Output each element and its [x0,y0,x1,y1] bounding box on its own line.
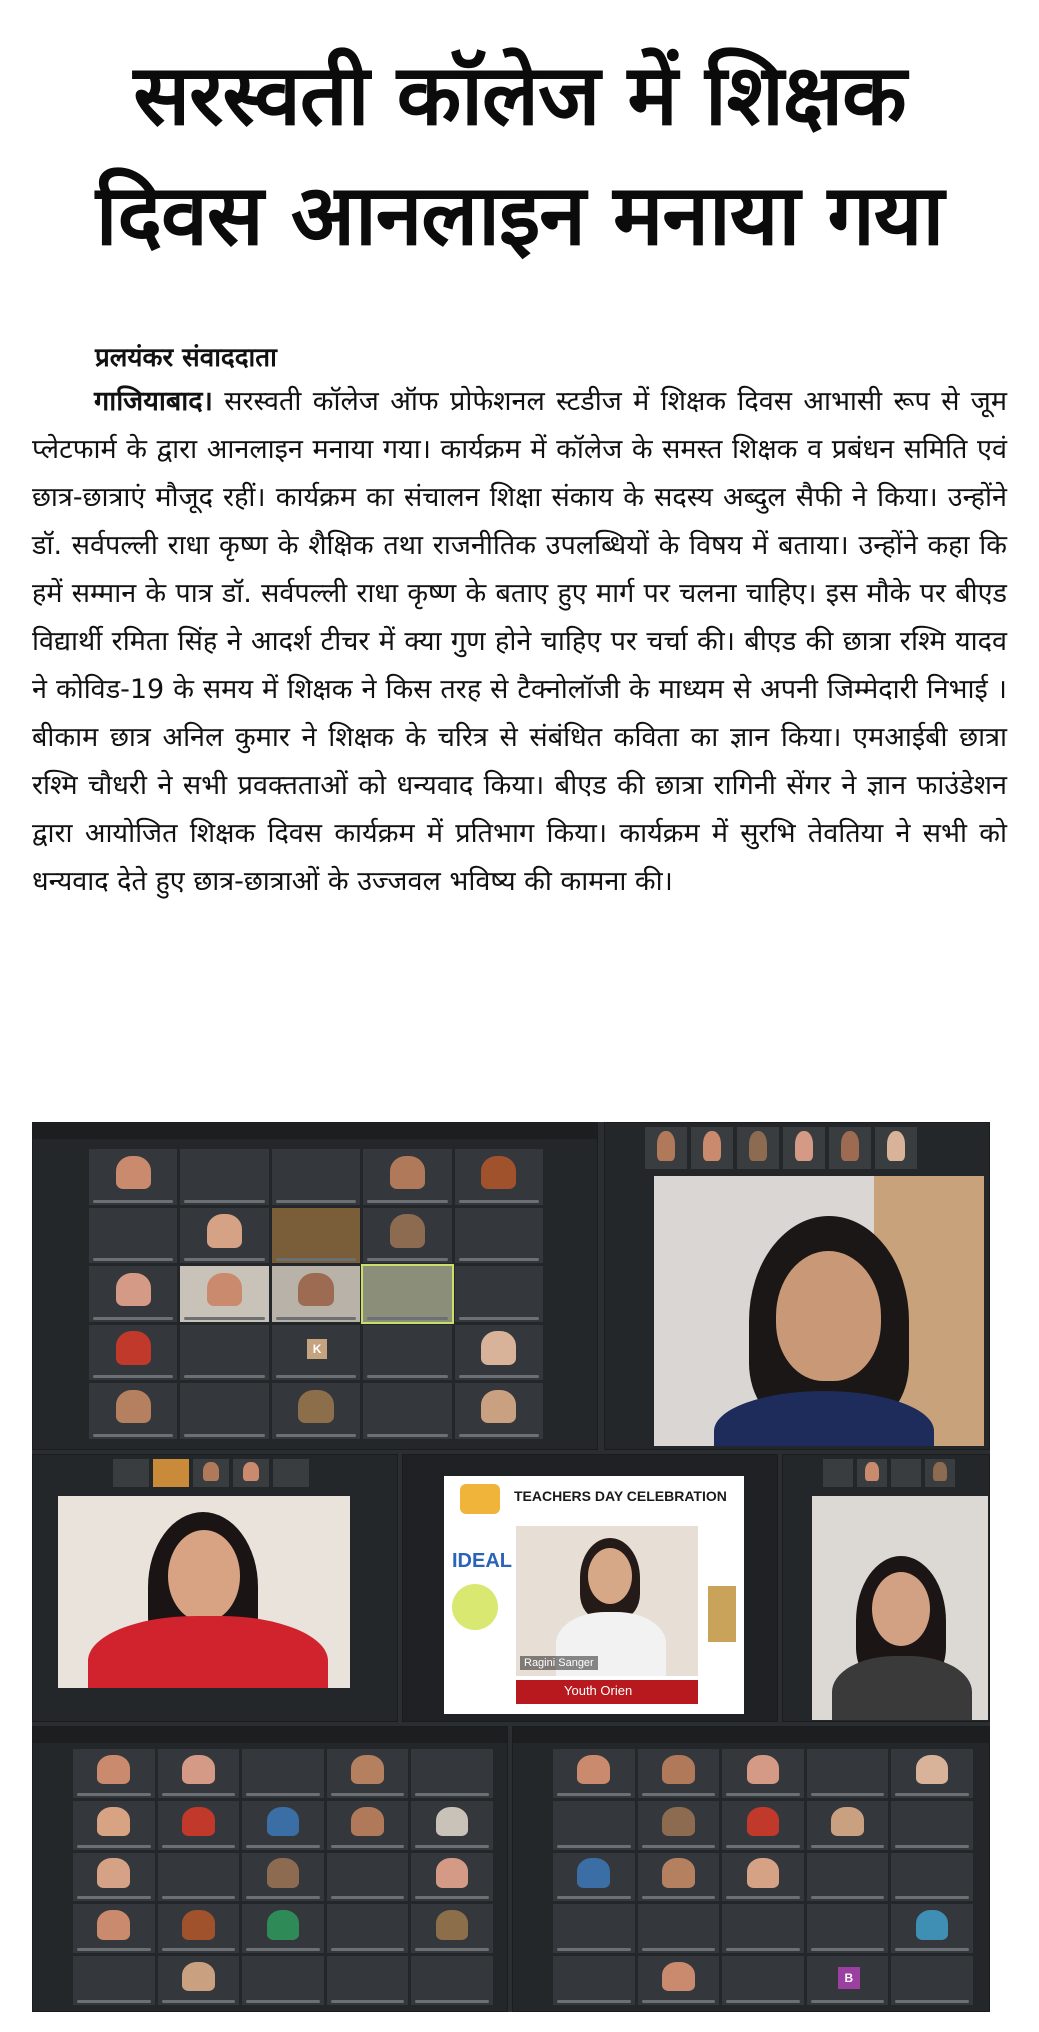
event-logo [460,1484,500,1514]
participant-tile [272,1149,360,1205]
participant-tile [411,1853,493,1902]
participant-thumbnail [737,1127,779,1169]
byline: प्रलयंकर संवाददाता [95,343,277,373]
participant-tile [327,1853,409,1902]
participant-tile [89,1383,177,1439]
participant-tile [722,1904,804,1953]
participant-tile [722,1801,804,1850]
participant-tile [242,1853,324,1902]
participant-tile [158,1904,240,1953]
participant-tile [807,1853,889,1902]
participant-tile [73,1853,155,1902]
participant-thumbnail [113,1459,149,1487]
participant-tile [242,1749,324,1798]
participant-tile [242,1956,324,2005]
participant-tile [363,1325,451,1381]
participant-tile [327,1956,409,2005]
participant-grid [553,1749,973,2005]
participant-tile [89,1149,177,1205]
participant-thumbnail [645,1127,687,1169]
participant-thumbnail [691,1127,733,1169]
participant-tile [722,1749,804,1798]
participant-tile [89,1208,177,1264]
thumbnail-strip [645,1127,917,1169]
participant-tile [272,1325,360,1381]
participant-thumbnail [233,1459,269,1487]
participant-thumbnail [823,1459,853,1487]
participant-thumbnail [783,1127,825,1169]
participant-tile [363,1208,451,1264]
participant-tile [891,1853,973,1902]
participant-tile [638,1904,720,1953]
participant-tile [891,1749,973,1798]
participant-grid [73,1749,493,2005]
zoom-window-toolbar [33,1727,507,1743]
speaker-name-label: Ragini Sanger [520,1656,598,1670]
participant-tile [158,1956,240,2005]
participant-tile [242,1801,324,1850]
participant-tile [722,1956,804,2005]
participant-tile [891,1956,973,2005]
participant-thumbnail [857,1459,887,1487]
participant-tile [180,1325,268,1381]
participant-tile [158,1853,240,1902]
headline-line-1: सरस्वती कॉलेज में शिक्षक [133,46,906,144]
gallery-panel-bottom-right [512,1726,990,2012]
participant-tile [891,1801,973,1850]
participant-tile [327,1749,409,1798]
participant-tile [242,1904,324,1953]
ideal-logo: IDEAL [452,1550,512,1572]
participant-tile [411,1904,493,1953]
gallery-panel-bottom-left [32,1726,508,2012]
participant-tile [73,1749,155,1798]
initial-avatar: B [838,1967,860,1989]
participant-tile [455,1149,543,1205]
slide-side-image [708,1586,736,1642]
participant-tile [455,1325,543,1381]
thumbnail-strip [113,1459,309,1487]
participant-tile [807,1956,889,2005]
thumbnail-strip [823,1459,955,1487]
participant-tile [327,1904,409,1953]
zoom-screenshot-collage [32,1122,990,2012]
participant-tile [807,1904,889,1953]
participant-thumbnail [875,1127,917,1169]
article-body [32,378,1007,906]
participant-tile [73,1956,155,2005]
participant-tile [553,1801,635,1850]
participant-tile [180,1149,268,1205]
participant-tile [272,1266,360,1322]
slide-speaker-video [516,1526,698,1676]
participant-tile [807,1801,889,1850]
participant-thumbnail [891,1459,921,1487]
participant-thumbnail [193,1459,229,1487]
headline-line-2: दिवस आनलाइन मनाया गया [95,166,944,264]
participant-thumbnail [829,1127,871,1169]
speaker-video-woman-red [58,1496,350,1688]
dateline: गाजियाबाद। [94,386,213,417]
slide-title: TEACHERS DAY CELEBRATION [514,1488,727,1504]
participant-tile [180,1383,268,1439]
participant-tile [638,1749,720,1798]
slide-banner-text: Youth Orien [564,1683,633,1698]
article-text: सरस्वती कॉलेज ऑफ प्रोफेशनल स्टडीज में शिक्षक दिवस आभासी रूप से जूम प्लेटफार्म के द्वारा आनलाइन मनाया गया। कार्यक्रम में कॉलेज के समस्त शिक्षक व प्रबंधन समिति एवं छात्र-छात्राएं मौजूद रहीं। कार्यक्रम का संचालन शिक्षा संकाय के सदस्य अब्दुल सैफी ने किया। उन्होंने डॉ. सर्वपल्ली राधा कृष्ण के शैक्षिक तथा राजनीतिक उपलब्धियों के विषय में बताया। उन्होंने कहा कि हमें सम्मान के पात्र डॉ. सर्वपल्ली राधा कृष्ण के बताए हुए मार्ग पर चलना चाहिए। इस मौके पर बीएड विद्यार्थी रमिता सिंह ने आदर्श टीचर में क्या गुण होने चाहिए पर चर्चा की। बीएड की छात्रा रश्मि यादव ने कोविड-19 के समय में शिक्षक ने किस तरह से टैक्नोलॉजी के माध्यम से अपनी जिम्मेदारी निभाई । बीकाम छात्र अनिल कुमार ने शिक्षक के चरित्र से संबंधित कविता का ज्ञान किया। एमआईबी छात्रा रश्मि चौधरी ने सभी प्रवक्तताओं को धन्यवाद किया। बीएड की छात्रा रागिनी सेंगर ने ज्ञान फाउंडेशन द्वारा आयोजित शिक्षक दिवस कार्यक्रम में प्रतिभाग किया। कार्यक्रम में सुरभि तेवतिया ने सभी को धन्यवाद देते हुए छात्र-छात्राओं के उज्जवल भविष्य की कामना की। [32,386,1007,897]
participant-thumbnail [925,1459,955,1487]
participant-tile [891,1904,973,1953]
participant-tile [272,1383,360,1439]
participant-tile [411,1801,493,1850]
participant-tile [455,1208,543,1264]
participant-thumbnail [153,1459,189,1487]
participant-tile [73,1904,155,1953]
participant-tile [158,1749,240,1798]
participant-tile [455,1383,543,1439]
participant-tile [327,1801,409,1850]
participant-tile [272,1208,360,1264]
participant-tile [411,1749,493,1798]
participant-tile [363,1149,451,1205]
participant-grid [89,1149,543,1439]
zoom-window-toolbar [513,1727,989,1743]
participant-tile [411,1956,493,2005]
participant-tile [553,1904,635,1953]
participant-thumbnail [273,1459,309,1487]
participant-tile [363,1383,451,1439]
participant-tile-active [363,1266,451,1322]
participant-tile [158,1801,240,1850]
participant-tile [638,1956,720,2005]
initial-avatar: K [307,1339,327,1359]
participant-tile [553,1853,635,1902]
participant-tile [553,1749,635,1798]
zoom-window-toolbar [33,1123,597,1139]
participant-tile [180,1266,268,1322]
participant-tile [455,1266,543,1322]
participant-tile [89,1266,177,1322]
speaker-video-woman-dark-top [654,1176,984,1446]
presentation-slide [444,1476,744,1714]
gallery-panel-top-left [32,1122,598,1450]
participant-tile [553,1956,635,2005]
participant-tile [73,1801,155,1850]
green-emblem [452,1584,498,1630]
participant-tile [89,1325,177,1381]
participant-tile [638,1853,720,1902]
participant-tile [180,1208,268,1264]
speaker-video-woman-right [812,1496,988,1720]
participant-tile [638,1801,720,1850]
participant-tile [722,1853,804,1902]
participant-tile [807,1749,889,1798]
